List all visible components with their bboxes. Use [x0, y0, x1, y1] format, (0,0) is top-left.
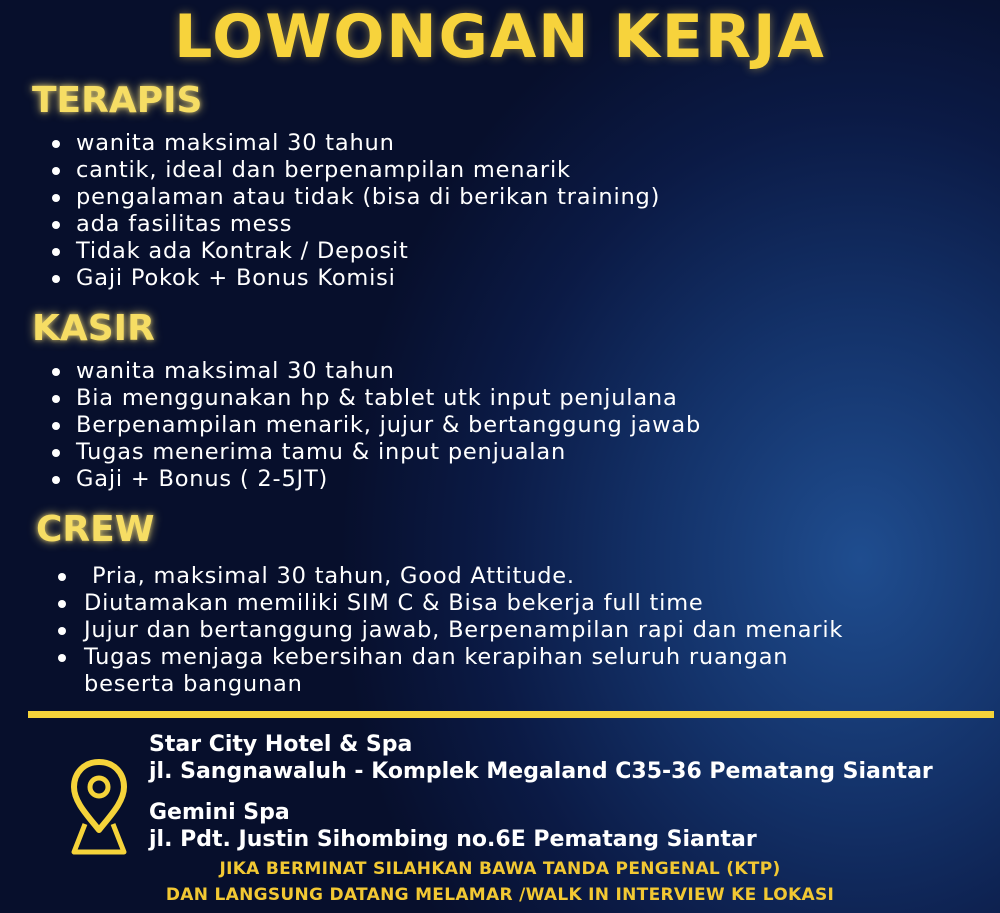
location-name: Gemini Spa [149, 800, 290, 825]
list-item: Gaji + Bonus ( 2-5JT) [50, 466, 701, 493]
location-name: Star City Hotel & Spa [149, 732, 413, 757]
list-item: Gaji Pokok + Bonus Komisi [50, 265, 660, 292]
crew-requirements-list [56, 563, 843, 698]
divider [28, 711, 994, 718]
list-item: Pria, maksimal 30 tahun, Good Attitude. [56, 563, 843, 590]
section-heading-kasir: KASIR [32, 308, 155, 349]
list-item: Tidak ada Kontrak / Deposit [50, 238, 660, 265]
location-address: jl. Pdt. Justin Sihombing no.6E Pematang Siantar [149, 827, 757, 852]
footer-line-1: JIKA BERMINAT SILAHKAN BAWA TANDA PENGENAL (KTP) [219, 859, 781, 879]
section-heading-terapis: TERAPIS [32, 80, 203, 121]
list-item: wanita maksimal 30 tahun [50, 358, 701, 385]
section-heading-crew: CREW [36, 509, 155, 550]
footer-line-2: DAN LANGSUNG DATANG MELAMAR /WALK IN INTERVIEW KE LOKASI [165, 885, 835, 905]
list-item: Bia menggunakan hp & tablet utk input penjulana [50, 385, 701, 412]
location-address: jl. Sangnawaluh - Komplek Megaland C35-36 Pematang Siantar [149, 759, 933, 784]
list-item: Tugas menjaga kebersihan dan kerapihan seluruh ruangan [56, 644, 843, 671]
terapis-requirements-list [50, 130, 660, 292]
list-item: pengalaman atau tidak (bisa di berikan training) [50, 184, 660, 211]
list-item: Jujur dan bertanggung jawab, Berpenampilan rapi dan menarik [56, 617, 843, 644]
list-item: wanita maksimal 30 tahun [50, 130, 660, 157]
page-title: LOWONGAN KERJA [174, 2, 826, 72]
kasir-requirements-list [50, 358, 701, 493]
list-item: Berpenampilan menarik, jujur & bertanggung jawab [50, 412, 701, 439]
list-item-continuation: beserta bangunan [84, 671, 303, 697]
map-pin-icon [68, 758, 130, 856]
list-item: ada fasilitas mess [50, 211, 660, 238]
list-item: Tugas menerima tamu & input penjualan [50, 439, 701, 466]
list-item: cantik, ideal dan berpenampilan menarik [50, 157, 660, 184]
list-item: Diutamakan memiliki SIM C & Bisa bekerja full time [56, 590, 843, 617]
